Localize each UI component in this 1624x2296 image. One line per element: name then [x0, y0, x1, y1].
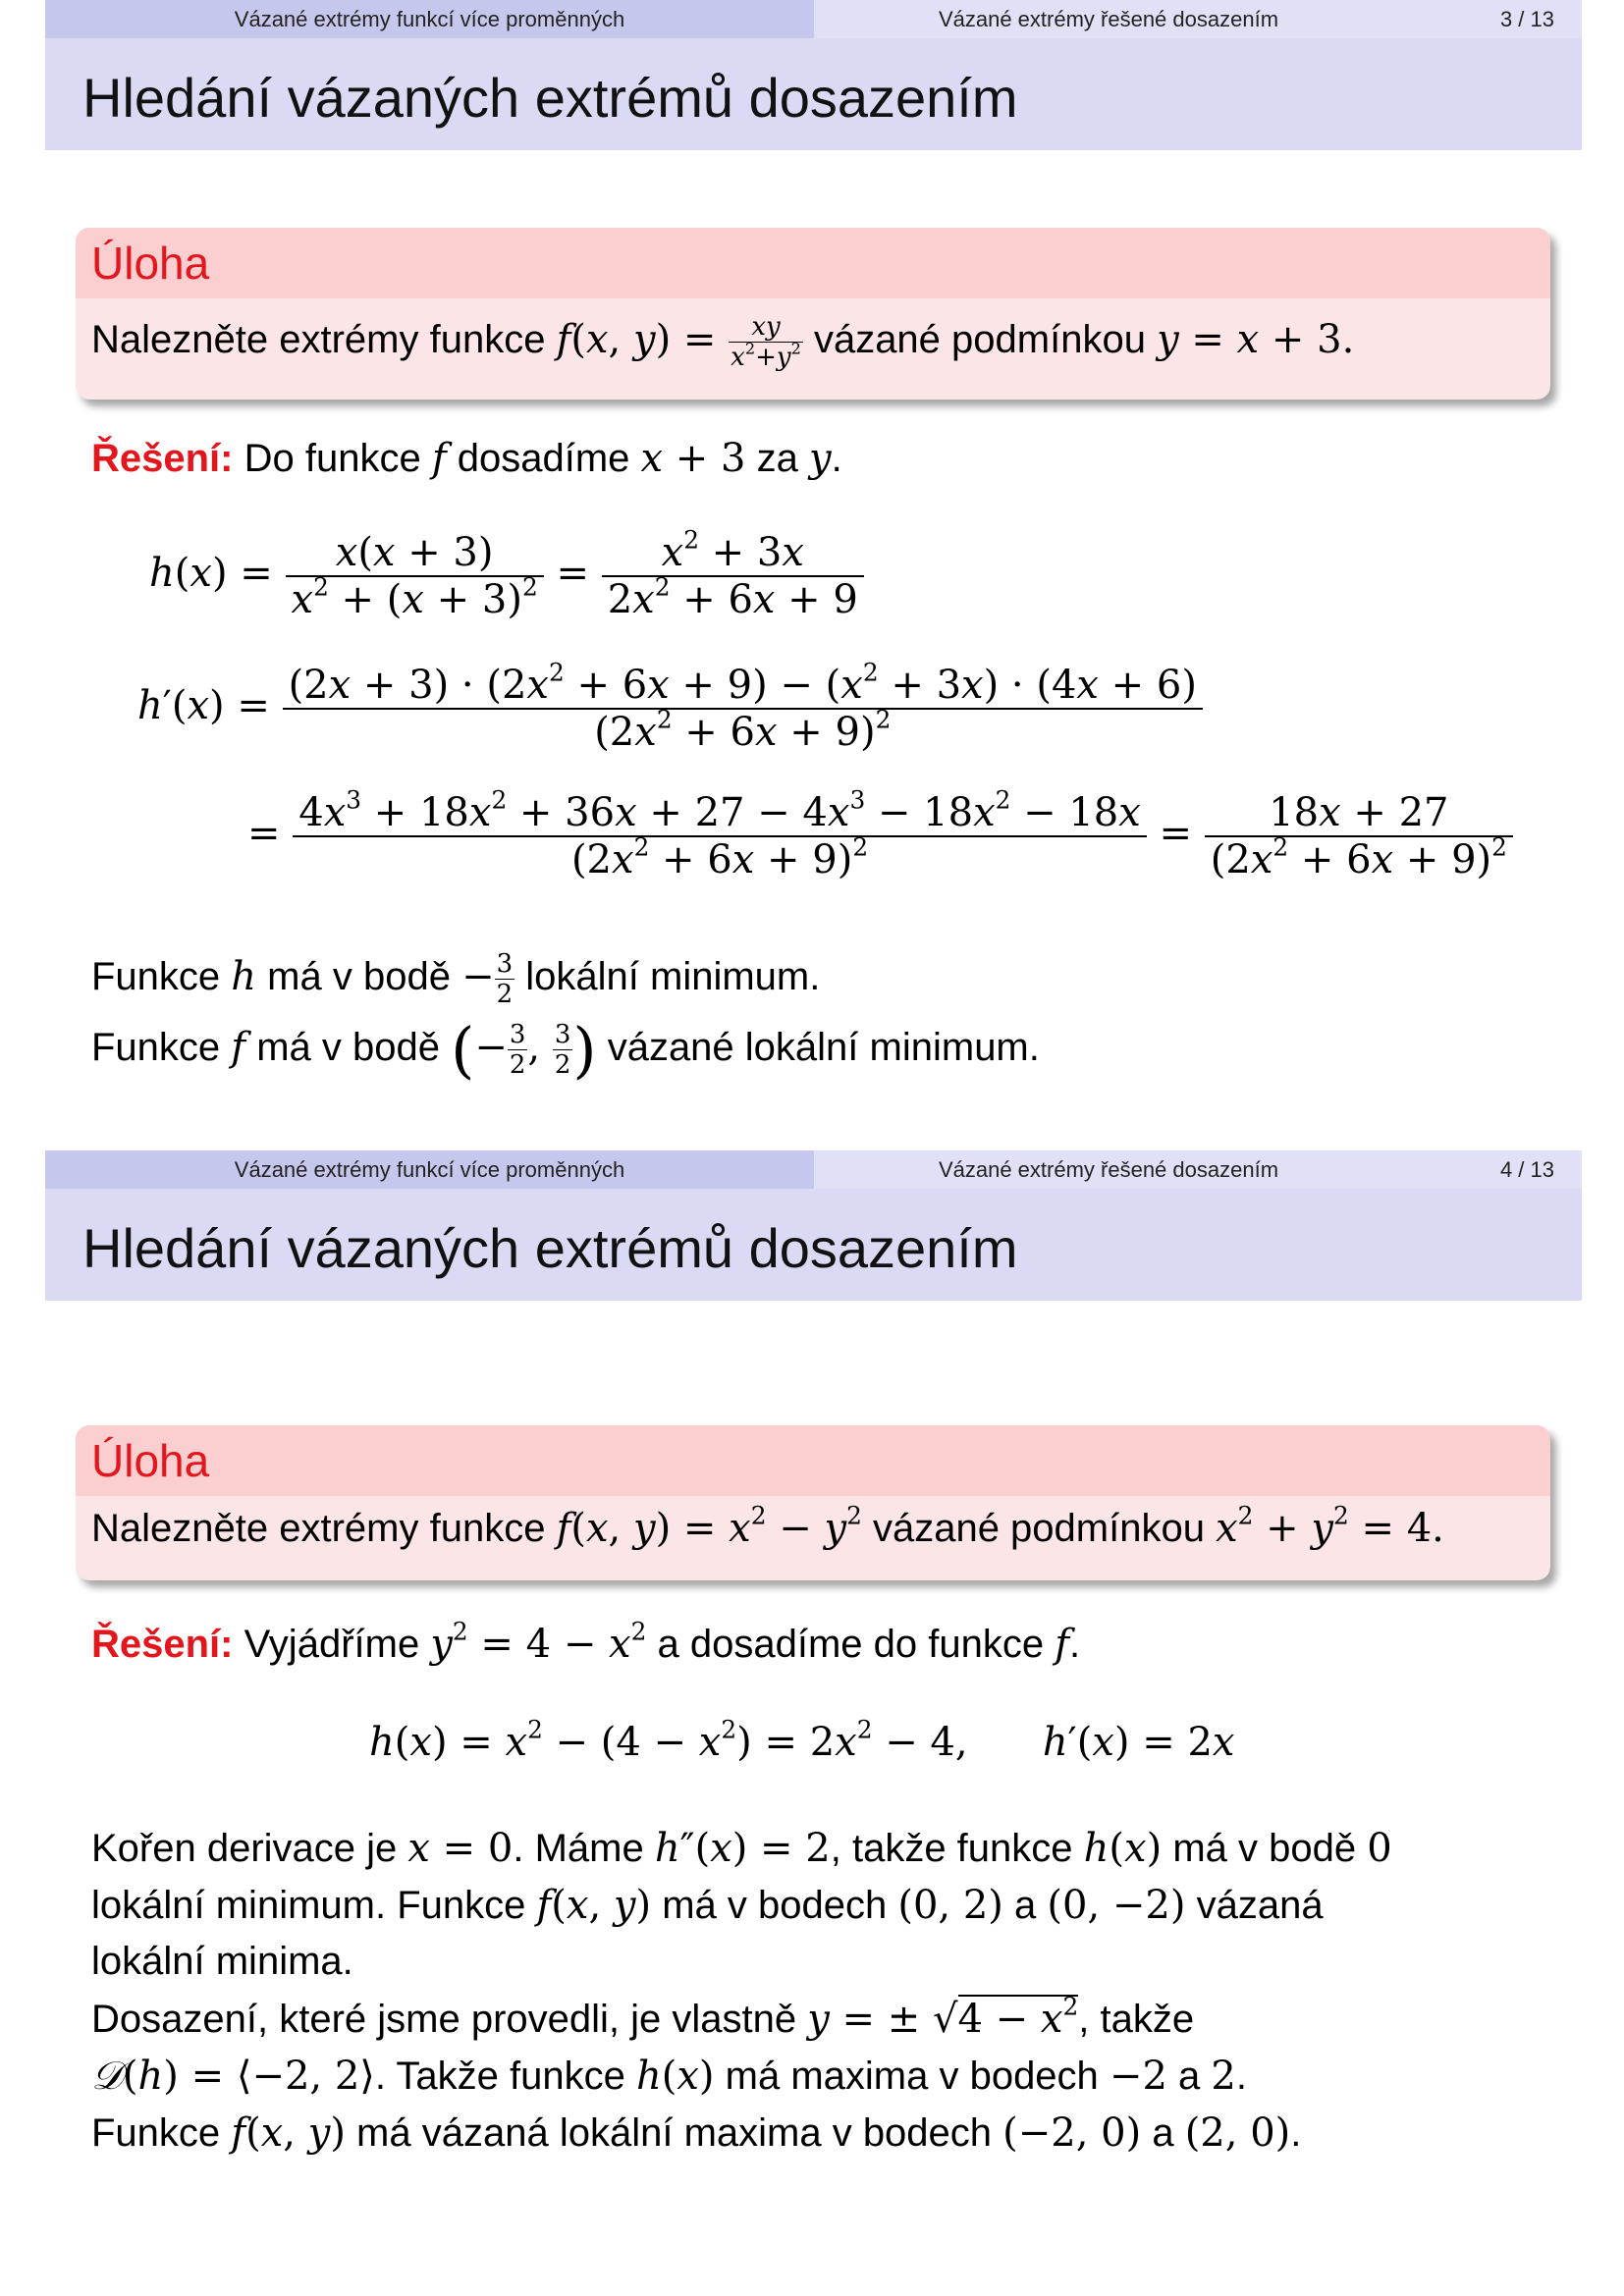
solution-line: Řešení: Vyjádříme $y^2 = 4 - x^2$ a dosadíme do funkce f. — [91, 1617, 1081, 1667]
equation-h-h-prime: $h(x) = x^2 - (4 - x^2) = 2x^2 - 4$, h′(x) = 2x — [369, 1715, 1235, 1765]
solution-line: Řešení: Do funkce f dosadíme x + 3 za y. — [91, 436, 842, 481]
equation-h-prime-simplified: = $\frac{4x^3 + 18x^2 + 36x + 27 - 4x^3 - 18x^2 - 18x}{(2x^2 + 6x + 9)^2}$ = $\frac{18x + 27}{(2x^2 + 6x + 9)^2}$ — [247, 790, 1513, 882]
task-prefix: Nalezněte extrémy funkce — [91, 318, 557, 362]
task-text: Nalezněte extrémy funkce f(x, y) = $\frac{xy}{x^2+y^2}$ vázané podmínkou y = x + 3. — [91, 312, 1355, 372]
frame-title: Hledání vázaných extrémů dosazením — [82, 1217, 1018, 1279]
paragraph-line-2: lokální minimum. Funkce f(x, y) má v bodech (0, 2) a (0, −2) vázaná — [91, 1883, 1324, 1928]
paragraph-line-6: Funkce f(x, y) má vázaná lokální maxima v bodech (−2, 0) a (2, 0). — [91, 2110, 1302, 2156]
task-fraction: $\frac{xy}{x^2+y^2}$ — [731, 312, 801, 372]
block-title: Úloha — [76, 1425, 1550, 1496]
task-text: Nalezněte extrémy funkce f(x, $y) = x^2 - y^2$ vázané podmínkou $x^2 + y^2 = 4$. — [91, 1501, 1444, 1551]
solution-label: Řešení: — [91, 1623, 234, 1666]
frame-title-bar — [45, 38, 1582, 150]
task-block — [76, 228, 1550, 400]
equation-h: h(x) = $\frac{x(x + 3)}{x^2 + (x + 3)^2}$ = $\frac{x^2 + 3x}{2x^2 + 6x + 9}$ — [149, 530, 864, 622]
task-middle: vázané podmínkou — [802, 318, 1158, 362]
header-course-title[interactable]: Vázané extrémy funkcí více proměnných — [45, 1150, 814, 1189]
paragraph-line-3: lokální minima. — [91, 1940, 353, 1983]
frame-title-bar — [45, 1189, 1582, 1301]
paragraph-line-5: 𝒟(h) = ⟨−2, 2⟩. Takže funkce h(x) má maxima v bodech −2 a 2. — [91, 2054, 1247, 2099]
block-title: Úloha — [76, 228, 1550, 298]
header-course-title[interactable]: Vázané extrémy funkcí více proměnných — [45, 0, 814, 38]
header-bar — [45, 1150, 1582, 1189]
header-bar — [45, 0, 1582, 38]
frame-title: Hledání vázaných extrémů dosazením — [82, 67, 1018, 129]
header-section-title[interactable]: Vázané extrémy řešené dosazením — [938, 1157, 1279, 1182]
page-number: 3 / 13 — [1499, 7, 1554, 31]
conclusion-f: Funkce f má v bodě (− $\frac{3}{2}$ , $\frac{3}{2}$ ) vázané lokální minimum. — [91, 1014, 1040, 1086]
page-number: 4 / 13 — [1499, 1157, 1554, 1182]
header-section — [814, 1150, 1582, 1189]
conclusion-h: Funkce h má v bodě − $\frac{3}{2}$ lokální minimum. — [91, 949, 821, 1009]
header-section — [814, 0, 1582, 38]
paragraph-line-1: Kořen derivace je x = 0. Máme h″(x) = 2, takže funkce h(x) má v bodě 0 — [91, 1826, 1392, 1871]
header-section-title[interactable]: Vázané extrémy řešené dosazením — [938, 7, 1279, 31]
paragraph-line-4: Dosazení, které jsme provedli, je vlastně y = ± $√4 - x^2$, takže — [91, 1992, 1195, 2042]
solution-label: Řešení: — [91, 437, 234, 480]
equation-h-prime: h′(x) = $\frac{(2x + 3) \cdot (2x^2 + 6x + 9) - (x^2 + 3x) \cdot (4x + 6)}{(2x^2 + 6x + 9)^2}$ — [137, 663, 1203, 755]
task-block — [76, 1425, 1550, 1580]
